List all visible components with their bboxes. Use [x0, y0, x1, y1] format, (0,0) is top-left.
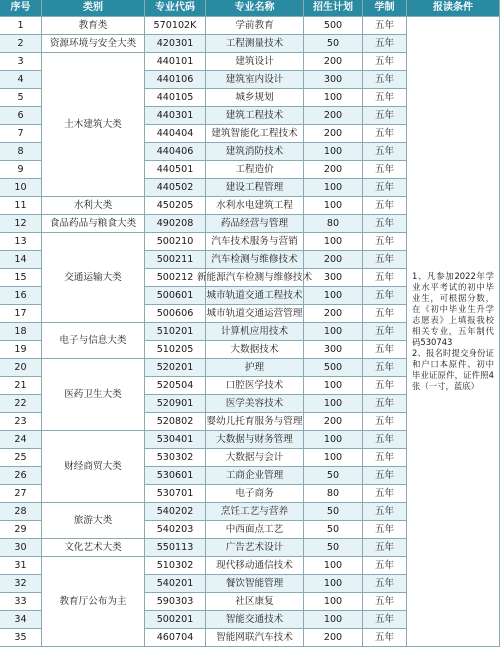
major-name: 烹饪工艺与营养 [206, 503, 304, 521]
row-number: 13 [0, 233, 42, 251]
major-code: 510205 [145, 341, 206, 359]
enrollment-plan: 100 [304, 89, 363, 107]
enrollment-plan: 200 [304, 107, 363, 125]
enrollment-plan: 200 [304, 53, 363, 71]
major-name: 建筑设计 [206, 53, 304, 71]
major-name: 医学美容技术 [206, 395, 304, 413]
enrollment-plan: 100 [304, 377, 363, 395]
row-number: 7 [0, 125, 42, 143]
row-number: 24 [0, 431, 42, 449]
study-years: 五年 [363, 53, 407, 71]
category-cell: 教育厅公布为主 [42, 557, 145, 647]
enrollment-plan: 100 [304, 611, 363, 629]
enrollment-plan: 500 [304, 359, 363, 377]
major-code: 440502 [145, 179, 206, 197]
row-number: 27 [0, 485, 42, 503]
major-code: 440106 [145, 71, 206, 89]
row-number: 33 [0, 593, 42, 611]
row-number: 19 [0, 341, 42, 359]
row-number: 35 [0, 629, 42, 647]
study-years: 五年 [363, 575, 407, 593]
major-name: 新能源汽车检测与维修技术 [206, 269, 304, 287]
major-code: 590303 [145, 593, 206, 611]
study-years: 五年 [363, 413, 407, 431]
study-years: 五年 [363, 557, 407, 575]
major-code: 530302 [145, 449, 206, 467]
study-years: 五年 [363, 611, 407, 629]
enrollment-plan: 50 [304, 539, 363, 557]
major-code: 500210 [145, 233, 206, 251]
major-name: 学前教育 [206, 17, 304, 35]
enrollment-plan: 300 [304, 269, 363, 287]
application-conditions [407, 17, 500, 647]
enrollment-plan: 100 [304, 233, 363, 251]
row-number: 25 [0, 449, 42, 467]
row-number: 10 [0, 179, 42, 197]
row-number: 8 [0, 143, 42, 161]
major-code: 450205 [145, 197, 206, 215]
study-years: 五年 [363, 323, 407, 341]
enrollment-plan: 200 [304, 629, 363, 647]
category-cell: 财经商贸大类 [42, 431, 145, 503]
major-code: 540202 [145, 503, 206, 521]
category-cell: 教育类 [42, 17, 145, 35]
row-number: 6 [0, 107, 42, 125]
major-name: 工程造价 [206, 161, 304, 179]
row-number: 4 [0, 71, 42, 89]
major-name: 大数据与财务管理 [206, 431, 304, 449]
row-number: 23 [0, 413, 42, 431]
major-name: 建筑工程技术 [206, 107, 304, 125]
major-name: 汽车检测与维修技术 [206, 251, 304, 269]
major-name: 建筑消防技术 [206, 143, 304, 161]
major-name: 广告艺术设计 [206, 539, 304, 557]
major-code: 500201 [145, 611, 206, 629]
enrollment-plan: 100 [304, 557, 363, 575]
study-years: 五年 [363, 233, 407, 251]
major-name: 大数据与会计 [206, 449, 304, 467]
study-years: 五年 [363, 341, 407, 359]
row-number: 29 [0, 521, 42, 539]
major-code: 520802 [145, 413, 206, 431]
study-years: 五年 [363, 35, 407, 53]
study-years: 五年 [363, 485, 407, 503]
study-years: 五年 [363, 521, 407, 539]
row-number: 3 [0, 53, 42, 71]
study-years: 五年 [363, 269, 407, 287]
major-code: 440501 [145, 161, 206, 179]
major-code: 510201 [145, 323, 206, 341]
major-name: 计算机应用技术 [206, 323, 304, 341]
row-number: 12 [0, 215, 42, 233]
row-number: 28 [0, 503, 42, 521]
major-name: 智能交通技术 [206, 611, 304, 629]
study-years: 五年 [363, 395, 407, 413]
enrollment-plan: 100 [304, 197, 363, 215]
study-years: 五年 [363, 467, 407, 485]
category-cell: 水利大类 [42, 197, 145, 215]
major-name: 大数据技术 [206, 341, 304, 359]
header-conditions: 报读条件 [407, 0, 500, 17]
enrollment-plan: 300 [304, 341, 363, 359]
major-code: 460704 [145, 629, 206, 647]
major-name: 城市轨道交通运营管理 [206, 305, 304, 323]
major-code: 520201 [145, 359, 206, 377]
study-years: 五年 [363, 215, 407, 233]
major-code: 530701 [145, 485, 206, 503]
study-years: 五年 [363, 143, 407, 161]
category-cell: 食品药品与粮食大类 [42, 215, 145, 233]
major-code: 500601 [145, 287, 206, 305]
row-number: 5 [0, 89, 42, 107]
row-number: 32 [0, 575, 42, 593]
major-code: 500212 [145, 269, 206, 287]
major-code: 530601 [145, 467, 206, 485]
major-name: 药品经营与管理 [206, 215, 304, 233]
category-cell: 资源环境与安全大类 [42, 35, 145, 53]
row-number: 34 [0, 611, 42, 629]
row-number: 1 [0, 17, 42, 35]
row-number: 30 [0, 539, 42, 557]
enrollment-plan: 100 [304, 179, 363, 197]
major-code: 440301 [145, 107, 206, 125]
major-name: 护理 [206, 359, 304, 377]
row-number: 16 [0, 287, 42, 305]
study-years: 五年 [363, 161, 407, 179]
header-major: 专业名称 [206, 0, 304, 17]
enrollment-plan: 200 [304, 251, 363, 269]
major-code: 440406 [145, 143, 206, 161]
major-name: 城乡规划 [206, 89, 304, 107]
major-name: 餐饮智能管理 [206, 575, 304, 593]
study-years: 五年 [363, 449, 407, 467]
major-name: 婴幼儿托育服务与管理 [206, 413, 304, 431]
major-code: 570102K [145, 17, 206, 35]
major-code: 540203 [145, 521, 206, 539]
header-years: 学制 [363, 0, 407, 17]
study-years: 五年 [363, 71, 407, 89]
category-cell: 旅游大类 [42, 503, 145, 539]
row-number: 9 [0, 161, 42, 179]
enrollment-plan: 100 [304, 431, 363, 449]
enrollment-plan: 200 [304, 125, 363, 143]
row-number: 20 [0, 359, 42, 377]
major-code: 500606 [145, 305, 206, 323]
major-name: 智能网联汽车技术 [206, 629, 304, 647]
category-cell: 土木建筑大类 [42, 53, 145, 197]
study-years: 五年 [363, 17, 407, 35]
study-years: 五年 [363, 305, 407, 323]
row-number: 18 [0, 323, 42, 341]
study-years: 五年 [363, 107, 407, 125]
header-plan: 招生计划 [304, 0, 363, 17]
major-code: 440105 [145, 89, 206, 107]
header-code: 专业代码 [145, 0, 206, 17]
study-years: 五年 [363, 629, 407, 647]
major-name: 社区康复 [206, 593, 304, 611]
major-code: 490208 [145, 215, 206, 233]
major-name: 建筑智能化工程技术 [206, 125, 304, 143]
row-number: 17 [0, 305, 42, 323]
enrollment-plan: 80 [304, 485, 363, 503]
major-code: 420301 [145, 35, 206, 53]
enrollment-plan: 100 [304, 395, 363, 413]
row-number: 31 [0, 557, 42, 575]
major-code: 500211 [145, 251, 206, 269]
study-years: 五年 [363, 197, 407, 215]
category-cell: 电子与信息大类 [42, 323, 145, 359]
major-code: 520901 [145, 395, 206, 413]
enrollment-plan: 300 [304, 71, 363, 89]
study-years: 五年 [363, 593, 407, 611]
major-code: 510302 [145, 557, 206, 575]
enrollment-plan: 100 [304, 449, 363, 467]
row-number: 26 [0, 467, 42, 485]
row-number: 22 [0, 395, 42, 413]
category-cell: 文化艺术大类 [42, 539, 145, 557]
category-cell: 医药卫生大类 [42, 359, 145, 431]
study-years: 五年 [363, 431, 407, 449]
study-years: 五年 [363, 89, 407, 107]
row-number: 11 [0, 197, 42, 215]
study-years: 五年 [363, 287, 407, 305]
enrollment-plan: 80 [304, 215, 363, 233]
header-category: 类别 [42, 0, 145, 17]
study-years: 五年 [363, 179, 407, 197]
major-name: 现代移动通信技术 [206, 557, 304, 575]
study-years: 五年 [363, 503, 407, 521]
major-code: 520504 [145, 377, 206, 395]
enrollment-plan: 100 [304, 575, 363, 593]
enrollment-plan: 50 [304, 35, 363, 53]
enrollment-plan: 50 [304, 467, 363, 485]
major-code: 540201 [145, 575, 206, 593]
enrollment-plan: 200 [304, 413, 363, 431]
major-code: 440101 [145, 53, 206, 71]
row-number: 2 [0, 35, 42, 53]
major-name: 城市轨道交通工程技术 [206, 287, 304, 305]
row-number: 21 [0, 377, 42, 395]
major-name: 工程测量技术 [206, 35, 304, 53]
major-code: 440404 [145, 125, 206, 143]
enrollment-plan: 100 [304, 143, 363, 161]
major-name: 工商企业管理 [206, 467, 304, 485]
major-name: 建筑室内设计 [206, 71, 304, 89]
major-code: 530401 [145, 431, 206, 449]
study-years: 五年 [363, 377, 407, 395]
study-years: 五年 [363, 359, 407, 377]
enrollment-plan: 100 [304, 593, 363, 611]
major-code: 550113 [145, 539, 206, 557]
enrollment-plan: 100 [304, 323, 363, 341]
enrollment-plan: 50 [304, 503, 363, 521]
major-name: 口腔医学技术 [206, 377, 304, 395]
major-name: 电子商务 [206, 485, 304, 503]
enrollment-plan: 100 [304, 287, 363, 305]
enrollment-plan: 50 [304, 521, 363, 539]
major-name: 中西面点工艺 [206, 521, 304, 539]
enrollment-plan: 500 [304, 17, 363, 35]
category-cell: 交通运输大类 [42, 233, 145, 323]
application-conditions-text: 1、凡参加2022年学业水平考试的初中毕业生，可根据分数，在《初中毕业生升学志愿表》上填报我校相关专业，五年制代码530743 2、报名时提交身份证和户口本原件、初中毕业证原件，证件照4张（一寸，蓝底） [412, 271, 494, 391]
row-number: 14 [0, 251, 42, 269]
study-years: 五年 [363, 125, 407, 143]
major-name: 水利水电建筑工程 [206, 197, 304, 215]
header-no: 序号 [0, 0, 42, 17]
study-years: 五年 [363, 251, 407, 269]
row-number: 15 [0, 269, 42, 287]
major-name: 汽车技术服务与营销 [206, 233, 304, 251]
enrollment-plan: 200 [304, 161, 363, 179]
enrollment-plan: 200 [304, 305, 363, 323]
study-years: 五年 [363, 539, 407, 557]
major-name: 建设工程管理 [206, 179, 304, 197]
